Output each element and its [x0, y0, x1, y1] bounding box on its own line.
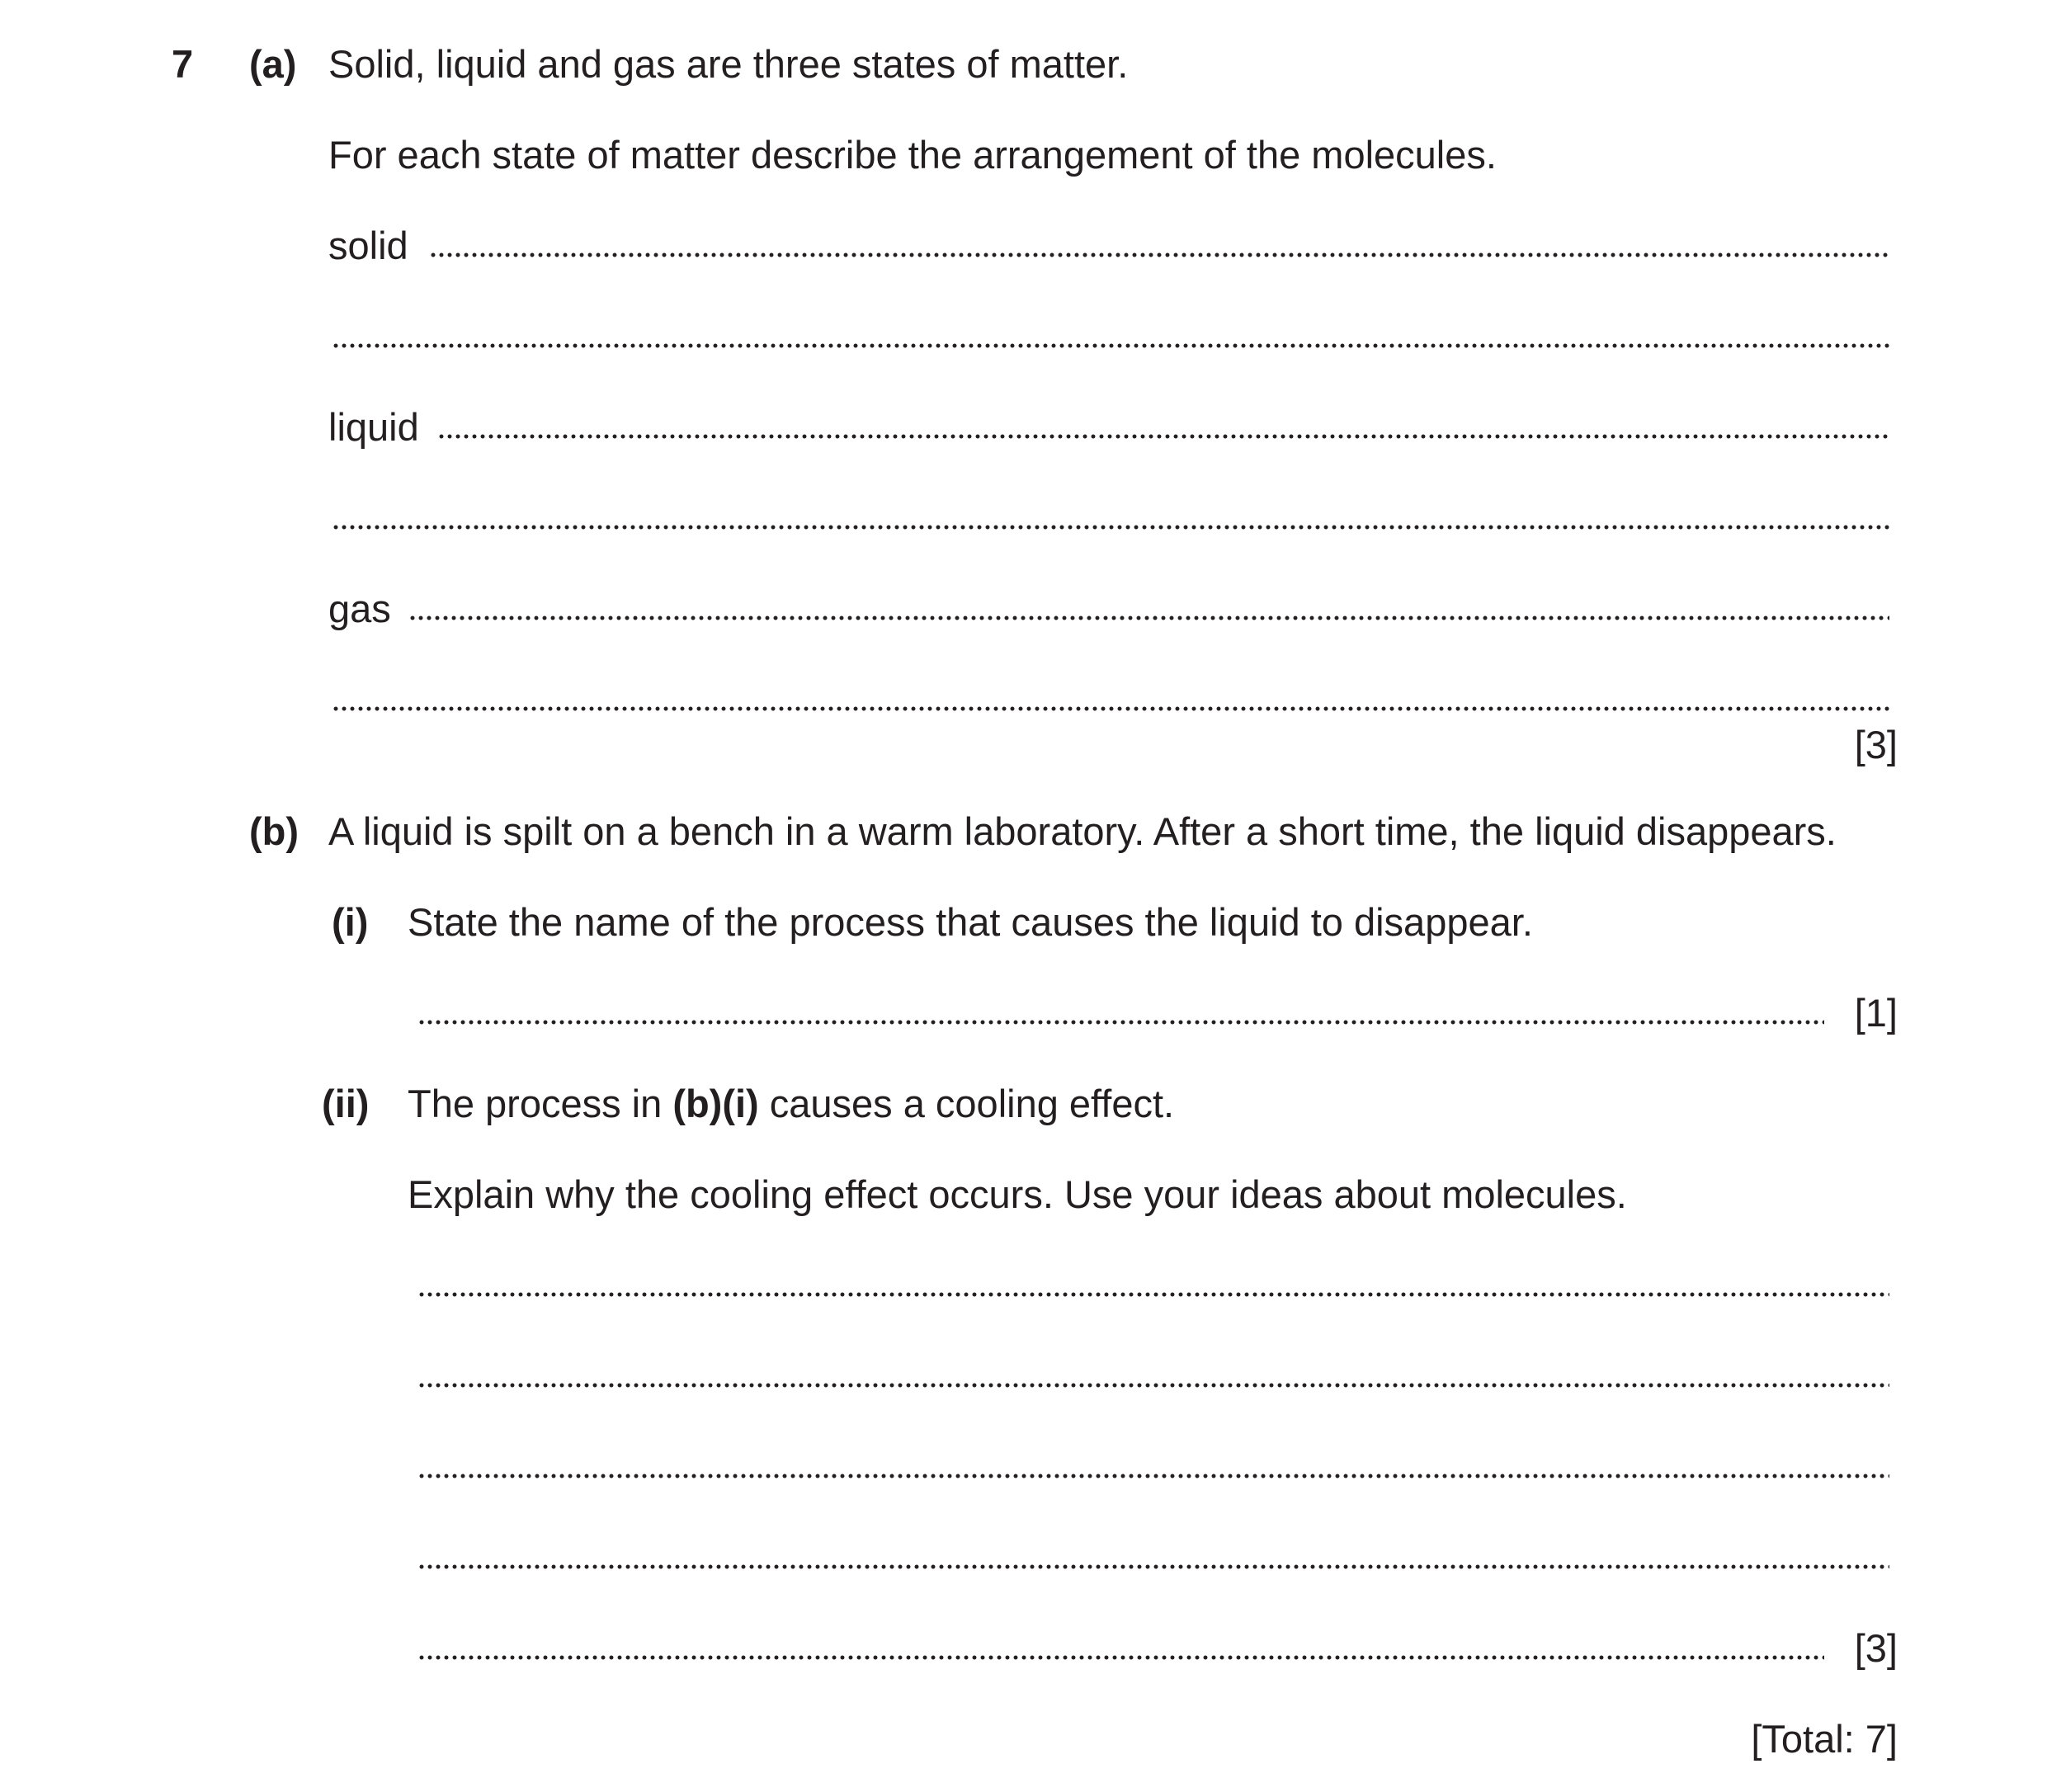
answer-line-explain-4[interactable]	[417, 1563, 1889, 1570]
answer-line-solid[interactable]	[429, 252, 1889, 258]
part-a-marks: [3]	[1854, 723, 1898, 766]
sub-i-text: State the name of the process that causes the liquid to disappear.	[408, 900, 1533, 944]
sub-i-label: (i)	[332, 900, 369, 944]
answer-line-gas[interactable]	[408, 615, 1889, 621]
state-label-gas: gas	[328, 587, 391, 630]
total-marks: [Total: 7]	[1751, 1717, 1898, 1761]
part-a-stem: Solid, liquid and gas are three states of matter.	[328, 42, 1129, 86]
answer-line-process[interactable]	[417, 1019, 1824, 1026]
answer-line-explain-2[interactable]	[417, 1382, 1889, 1389]
part-b-label: (b)	[249, 809, 300, 853]
sub-ii-instruction: Explain why the cooling effect occurs. Use your ideas about molecules.	[408, 1172, 1627, 1216]
sub-i-marks: [1]	[1854, 991, 1898, 1035]
sub-ii-marks: [3]	[1854, 1626, 1898, 1670]
part-b-stem: A liquid is spilt on a bench in a warm laboratory. After a short time, the liquid disappears.	[328, 809, 1837, 853]
part-a-label: (a)	[249, 42, 297, 86]
answer-line-liquid-2[interactable]	[332, 524, 1889, 531]
sub-ii-text-post: causes a cooling effect.	[758, 1082, 1175, 1125]
sub-ii-text	[408, 1079, 1174, 1129]
question-number: 7	[172, 42, 194, 86]
answer-line-explain-1[interactable]	[417, 1291, 1889, 1298]
answer-line-explain-3[interactable]	[417, 1473, 1889, 1479]
part-a-instruction: For each state of matter describe the arrangement of the molecules.	[328, 133, 1497, 177]
answer-line-solid-2[interactable]	[332, 342, 1889, 349]
state-label-liquid: liquid	[328, 405, 419, 449]
state-label-solid: solid	[328, 224, 408, 267]
answer-line-liquid[interactable]	[437, 433, 1889, 440]
sub-ii-text-pre: The process in	[408, 1082, 673, 1125]
answer-line-explain-5[interactable]	[417, 1654, 1824, 1661]
sub-ii-text-ref: (b)(i)	[672, 1082, 759, 1125]
answer-line-gas-2[interactable]	[332, 705, 1889, 712]
sub-ii-label: (ii)	[322, 1082, 370, 1125]
